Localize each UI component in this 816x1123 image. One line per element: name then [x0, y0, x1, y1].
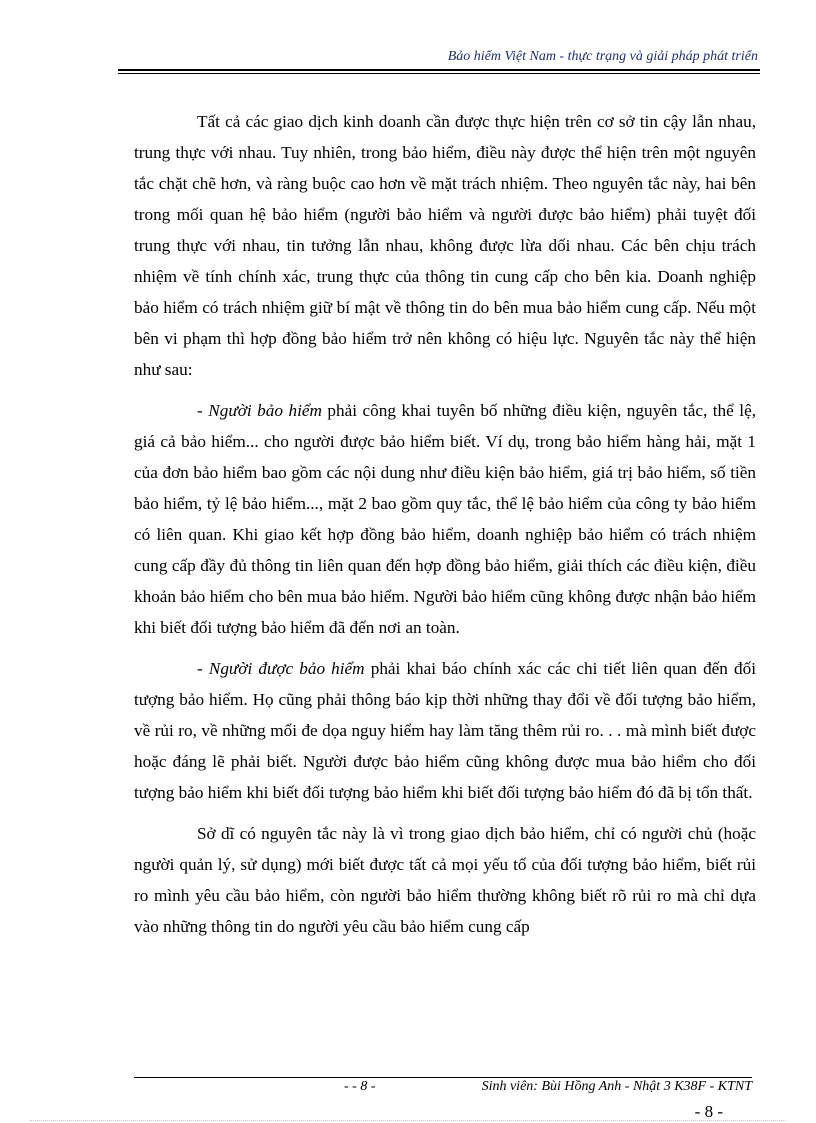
footer-author: Sinh viên: Bùi Hồng Anh - Nhật 3 K38F - KTNT: [481, 1079, 752, 1094]
paragraph-text: phải khai báo chính xác các chi tiết liên quan đến đối tượng bảo hiểm. Họ cũng phải thông báo kịp thời những thay đổi về đối tượng bảo hiểm, về rủi ro, về những mối đe dọa nguy hiểm hay làm tăng thêm rủi ro. . . mà mình biết được hoặc đáng lẽ phải biết. Người được bảo hiểm cũng không được mua bảo hiểm cho đối tượng bảo hiểm khi biết đối tượng bảo hiểm khi biết đối tượng bảo hiểm đó đã bị tổn thất.: [134, 659, 756, 802]
page-header-title: Bảo hiểm Việt Nam - thực trạng và giải pháp phát triển: [447, 49, 758, 64]
page-number: - 8 -: [694, 1102, 723, 1121]
paragraph-text: phải công khai tuyên bố những điều kiện, nguyên tắc, thể lệ, giá cả bảo hiểm... cho người được bảo hiểm biết. Ví dụ, trong bảo hiểm hàng hải, mặt 1 của đơn bảo hiểm bao gồm các nội dung như điều kiện bảo hiểm, giá trị bảo hiểm, số tiền bảo hiểm, tỷ lệ bảo hiểm..., mặt 2 bao gồm quy tắc, thể lệ bảo hiểm của công ty bảo hiểm có liên quan. Khi giao kết hợp đồng bảo hiểm, doanh nghiệp bảo hiểm có trách nhiệm cung cấp đầy đủ thông tin liên quan đến hợp đồng bảo hiểm, giải thích các điều kiện, điều khoản bảo hiểm cho bên mua bảo hiểm. Người bảo hiểm cũng không được nhận bảo hiểm khi biết đối tượng bảo hiểm đã đến nơi an toàn.: [134, 401, 757, 637]
paragraph-italic-term: Người bảo hiểm: [208, 401, 322, 420]
paragraph-insurer-duties: [134, 395, 756, 643]
footer-divider: [134, 1077, 752, 1078]
paragraph-lead: -: [197, 401, 209, 420]
paragraph-italic-term: Người được bảo hiểm: [208, 659, 365, 678]
paragraph-text: Tất cả các giao dịch kinh doanh cần được thực hiện trên cơ sở tin cậy lẫn nhau, trung thực với nhau. Tuy nhiên, trong bảo hiểm, điều này được thể hiện trên một nguyên tắc chặt chẽ hơn, và ràng buộc cao hơn về mặt trách nhiệm. Theo nguyên tắc này, hai bên trong mối quan hệ bảo hiểm (người bảo hiểm và người được bảo hiểm) phải tuyệt đối trung thực với nhau, tin tưởng lẫn nhau, không được lừa dối nhau. Các bên chịu trách nhiệm về tính chính xác, trung thực của thông tin cung cấp cho bên kia. Doanh nghiệp bảo hiểm có trách nhiệm giữ bí mật về thông tin do bên mua bảo hiểm cung cấp. Nếu một bên vi phạm thì hợp đồng bảo hiểm trở nên không có hiệu lực. Nguyên tắc này thể hiện như sau:: [134, 112, 756, 379]
header-divider-thick: [118, 69, 760, 71]
page-footer: [134, 1079, 752, 1097]
paragraph-intro: [134, 106, 756, 385]
document-body: [134, 106, 756, 942]
paragraph-insured-duties: [134, 653, 756, 808]
header-divider-thin: [118, 73, 760, 74]
paragraph-rationale: [134, 818, 756, 942]
page-bottom-dotted-rule: [30, 1120, 786, 1121]
footer-page-label: - - 8 -: [344, 1079, 376, 1094]
paragraph-text: Sở dĩ có nguyên tắc này là vì trong giao dịch bảo hiểm, chỉ có người chủ (hoặc người quản lý, sử dụng) mới biết được tất cả mọi yếu tố của đối tượng bảo hiểm, biết rủi ro mình yêu cầu bảo hiểm, còn người bảo hiểm thường không biết rõ rủi ro mà chỉ dựa vào những thông tin do người yêu cầu bảo hiểm cung cấp: [134, 824, 756, 936]
paragraph-lead: -: [197, 659, 209, 678]
